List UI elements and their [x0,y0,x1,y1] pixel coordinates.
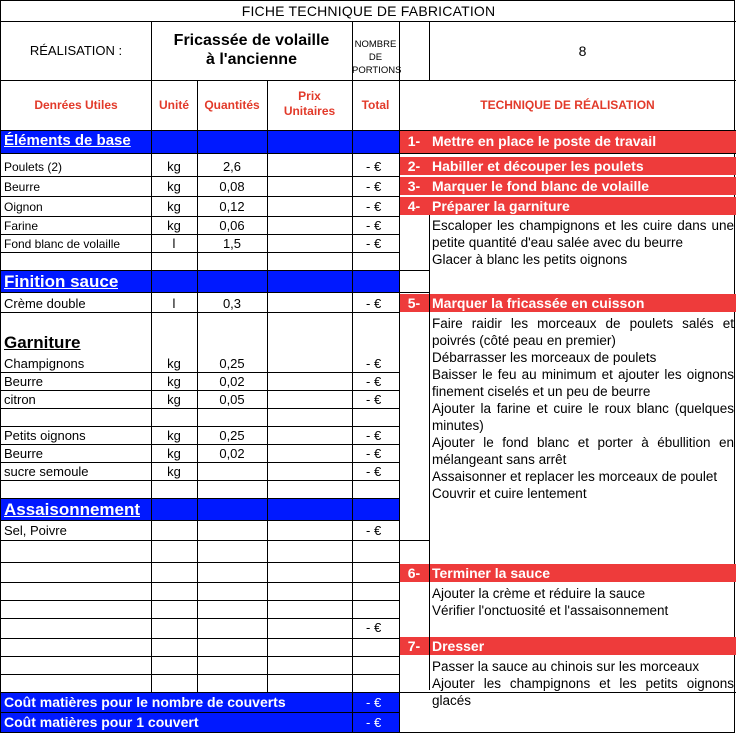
ingredient-qty: 0,05 [219,392,245,407]
ingredient-name: Petits oignons [4,428,86,443]
step-4-label: Préparer la garniture [432,198,570,214]
ingredient-name: sucre semoule [4,464,89,479]
grid-line [429,215,430,690]
technique-line: Baisser le feu au minimum et ajouter les oignons finement ciselés et un peu de beurre [432,367,734,399]
col-denrees: Denrées Utiles [34,98,118,112]
ingredient-qty: 0,25 [219,356,245,371]
technique-line: Assaisonner et replacer les morceaux de poulet [432,469,718,484]
ingredient-total: - € [366,236,382,251]
col-quantites: Quantités [204,98,260,112]
step-5-number: 5- [407,295,421,311]
step-7-label: Dresser [432,638,485,654]
ingredient-name: Oignon [4,200,43,214]
grid-line [1,408,399,409]
ingredient-total: - € [366,446,382,461]
dish-name [151,31,352,69]
grid-line [1,656,399,657]
portions-value: 8 [578,43,587,59]
grid-line [1,270,399,271]
grid-line [1,712,399,713]
step-6-label: Terminer la sauce [432,565,551,581]
ingredient-qty: 0,02 [219,374,245,389]
technique-line: Glacer à blanc les petits oignons [432,252,628,267]
ingredient-qty: 0,12 [219,199,245,214]
grid-line [1,80,736,81]
grid-line [1,480,399,481]
ingredient-total: - € [366,428,382,443]
ingredient-total: - € [366,179,382,194]
grid-line [1,252,399,253]
technique-line: Escaloper les champignons et les cuire dans une petite quantité d'eau salée avec du beurre [432,218,734,250]
ingredient-name: Beurre [4,374,44,389]
ingredient-qty: 2,6 [222,159,242,174]
realisation-label: RÉALISATION : [29,43,123,58]
grid-line [1,540,399,541]
grid-line [1,562,399,563]
ingredient-total: - € [366,374,382,389]
grid-line [1,292,399,293]
ingredient-unit: kg [167,356,181,371]
ingredient-name: Champignons [4,356,85,371]
grid-line [1,462,399,463]
ingredient-qty: 1,5 [222,236,242,251]
grid-line [1,372,399,373]
technique-line: Ajouter les champignons et les petits oignons glacés [432,676,734,708]
section-assaisonnement-label: Assaisonnement [4,500,141,519]
grid-line [1,582,399,583]
grid-line [352,22,353,732]
grid-line [429,22,430,80]
dish-name-line2: à l'ancienne [206,51,297,68]
ingredient-unit: kg [167,464,181,479]
grid-line [399,153,736,154]
dish-name-line1: Fricassée de volaille [173,32,330,49]
grid-line [399,292,429,293]
technique-line: Débarrasser les morceaux de poulets [432,350,657,365]
cout-total-label: Coût matières pour le nombre de couverts [4,694,286,710]
technique-line: Faire raidir les morceaux de poulets salés et poivrés (côté peau en premier) [432,316,734,348]
col-unite: Unité [159,98,189,112]
grid-line [1,196,399,197]
portions-label-line2: PORTIONS [352,65,402,76]
grid-line [1,444,399,445]
ingredient-unit: kg [167,392,181,407]
col-prix-line2: Unitaires [283,104,336,118]
step-3-label: Marquer le fond blanc de volaille [432,178,650,194]
ingredient-total: - € [366,296,382,311]
ingredient-name: Sel, Poivre [4,523,67,538]
ingredient-name: Beurre [4,446,44,461]
grid-line [1,638,399,639]
grid-line [399,540,429,541]
ingredient-unit: kg [167,199,181,214]
grid-line [1,234,399,235]
grid-line [1,390,399,391]
grid-line [267,80,268,692]
ingredient-unit: kg [167,179,181,194]
grid-line [1,176,399,177]
ingredient-total: - € [366,620,382,635]
technique-step-4 [432,217,734,268]
section-garniture-label: Garniture [4,333,81,352]
step-6-number: 6- [407,565,421,581]
ingredient-unit: l [172,296,176,311]
cout-total-value: - € [366,695,382,710]
ingredient-total: - € [366,356,382,371]
ingredient-qty: 0,02 [219,446,245,461]
grid-line [1,498,399,499]
step-1-number: 1- [407,133,421,149]
ingredient-qty: 0,25 [219,428,245,443]
grid-line [1,520,399,521]
technique-line: Vérifier l'onctuosité et l'assaisonnement [432,603,669,618]
ingredient-total: - € [366,159,382,174]
cout-unit-value: - € [366,715,382,730]
ingredient-unit: kg [167,428,181,443]
technique-step-5 [432,315,734,502]
ingredient-unit: kg [167,374,181,389]
grid-line [1,674,399,675]
ingredient-name: Crème double [4,296,86,311]
section-base-label: Éléments de base [4,132,131,149]
ingredient-unit: kg [167,159,181,174]
col-total: Total [361,98,390,112]
step-4-number: 4- [407,198,421,214]
ingredient-name: Fond blanc de volaille [4,237,121,251]
step-2-label: Habiller et découper les poulets [432,158,644,174]
grid-line [1,600,399,601]
grid-line [1,312,399,313]
ingredient-qty: 0,06 [219,218,245,233]
ingredient-total: - € [366,199,382,214]
technique-line: Ajouter le fond blanc et porter à ébullition en mélangeant sans arrêt [432,435,734,467]
portions-label [352,38,402,77]
step-3-number: 3- [407,178,421,194]
technique-line: Ajouter la farine et cuire le roux blanc (quelques minutes) [432,401,734,433]
col-prix-line1: Prix [298,89,321,103]
grid-line [399,22,400,732]
step-7-number: 7- [407,638,421,654]
technique-line: Passer la sauce au chinois sur les morceaux [432,659,700,674]
grid-line [1,153,399,154]
grid-line [1,130,736,131]
technique-step-7 [432,658,734,709]
ingredient-total: - € [366,218,382,233]
grid-line [399,270,429,271]
ingredient-total: - € [366,392,382,407]
ingredient-name: Poulets (2) [4,160,63,174]
grid-line [1,426,399,427]
ingredient-unit: kg [167,446,181,461]
grid-line [1,618,399,619]
technique-line: Couvrir et cuire lentement [432,486,587,501]
step-2-number: 2- [407,158,421,174]
ingredient-name: Farine [4,219,39,233]
col-technique: TECHNIQUE DE RÉALISATION [480,98,655,112]
portions-label-line1: NOMBRE DE [354,39,397,63]
ingredient-qty: 0,08 [219,179,245,194]
ingredient-qty: 0,3 [222,296,242,311]
col-prix [267,89,352,119]
grid-line [1,216,399,217]
cout-unit-label: Coût matières pour 1 couvert [4,714,199,730]
step-5-label: Marquer la fricassée en cuisson [432,295,645,311]
ingredient-name: Beurre [4,180,41,194]
ingredient-total: - € [366,523,382,538]
technique-line: Ajouter la crème et réduire la sauce [432,586,646,601]
ingredient-total: - € [366,464,382,479]
ingredient-name: citron [4,392,36,407]
sheet-title: FICHE TECHNIQUE DE FABRICATION [1,1,736,22]
technique-step-6 [432,585,734,619]
ingredient-unit: kg [167,218,181,233]
step-1-label: Mettre en place le poste de travail [432,133,657,149]
ingredient-unit: l [172,236,176,251]
section-finition-label: Finition sauce [4,272,119,291]
